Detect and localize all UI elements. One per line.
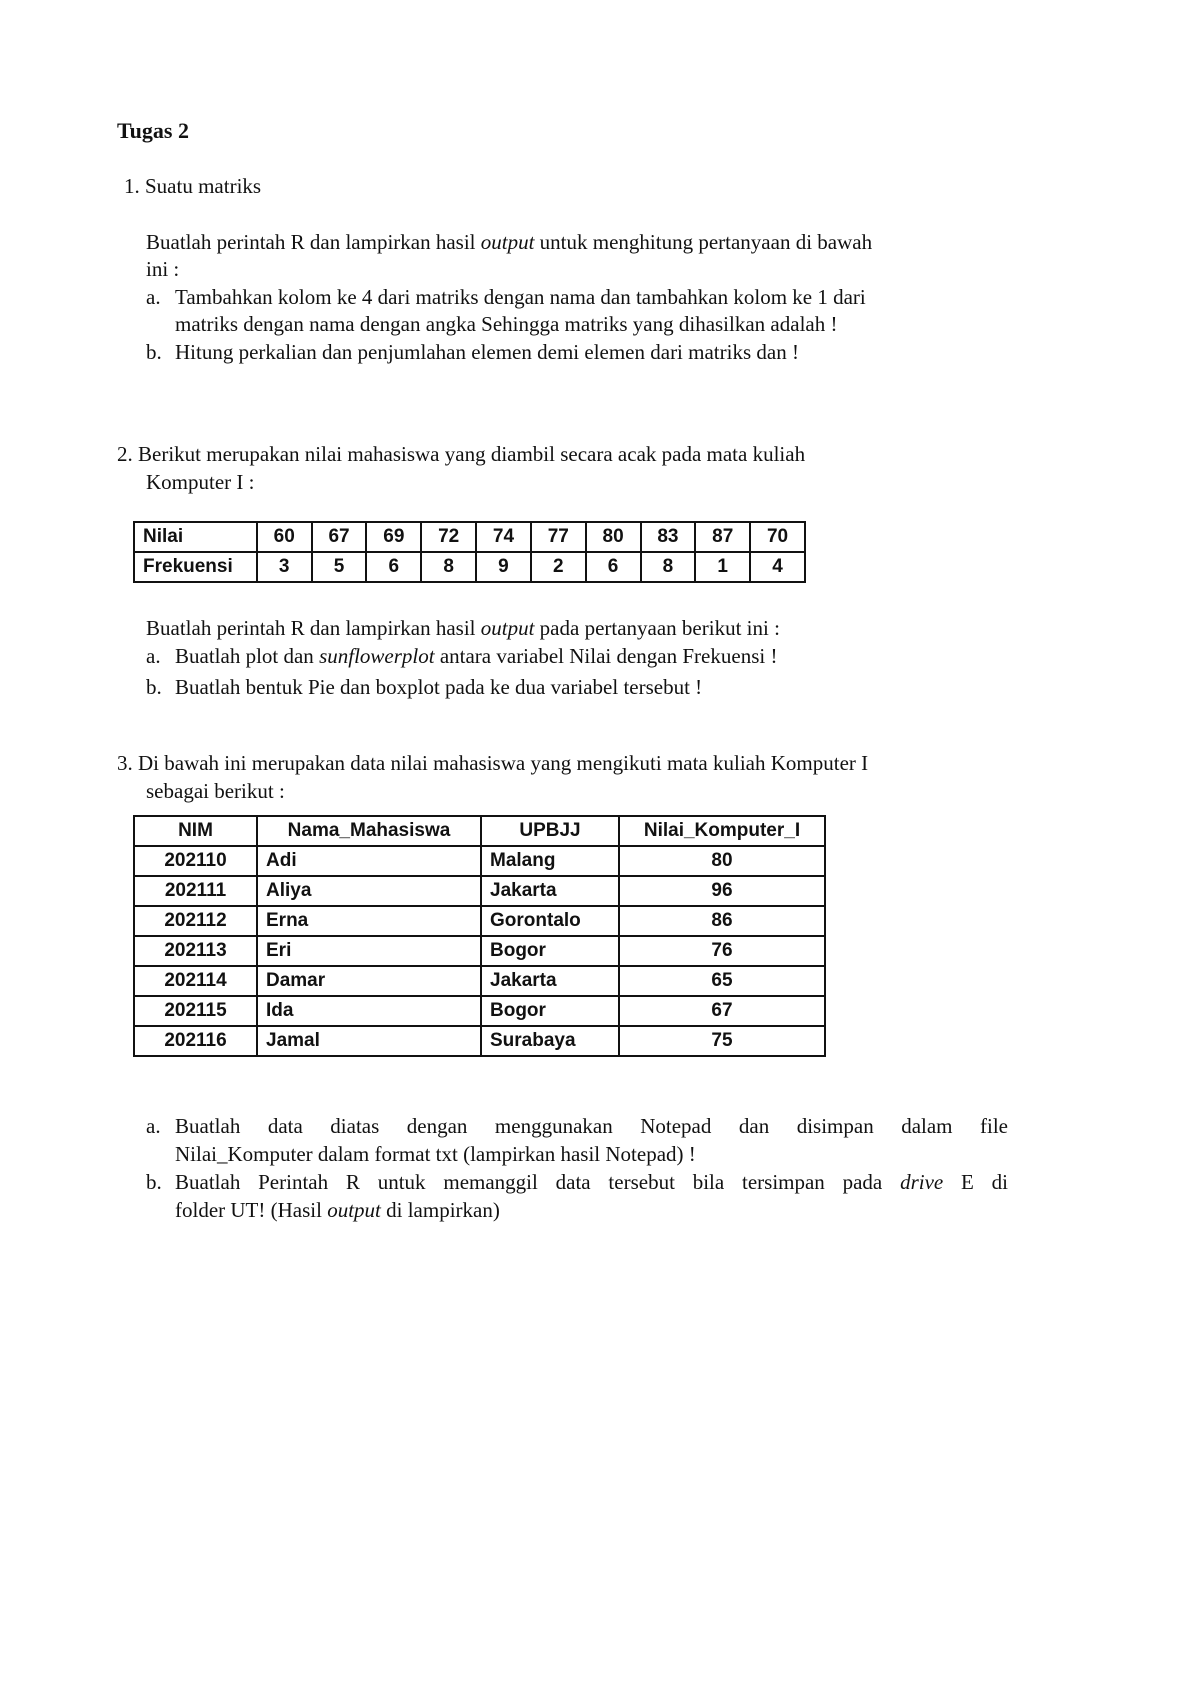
table-cell: 87 — [695, 522, 750, 552]
q3-heading-line2: sebagai berikut : — [146, 779, 285, 803]
table-cell: 80 — [586, 522, 641, 552]
table-cell: 202115 — [134, 996, 257, 1026]
q2-b-marker: b. — [146, 675, 162, 699]
table-cell: Gorontalo — [481, 906, 619, 936]
table-cell: 8 — [641, 552, 696, 582]
table-cell: 9 — [476, 552, 531, 582]
table-cell: 6 — [586, 552, 641, 582]
table-cell: Nilai — [134, 522, 257, 552]
q3-b-line2: folder UT! (Hasil output di lampirkan) — [175, 1198, 500, 1222]
column-header: Nilai_Komputer_I — [619, 816, 825, 846]
table-cell: 4 — [750, 552, 805, 582]
q2-heading-line2: Komputer I : — [146, 470, 255, 494]
frequency-table — [133, 521, 806, 583]
table-row — [134, 846, 825, 876]
table-row — [134, 966, 825, 996]
table-cell: Jamal — [257, 1026, 481, 1056]
q2-heading-line1: 2. Berikut merupakan nilai mahasiswa yang diambil secara acak pada mata kuliah — [117, 442, 806, 466]
table-cell: 202113 — [134, 936, 257, 966]
q3-a-line1: Buatlah data diatas dengan menggunakan Notepad dan disimpan dalam file — [175, 1114, 1008, 1138]
q2-a-line: Buatlah plot dan sunflowerplot antara variabel Nilai dengan Frekuensi ! — [175, 644, 778, 668]
column-header: UPBJJ — [481, 816, 619, 846]
table-cell: 70 — [750, 522, 805, 552]
table-cell: 69 — [366, 522, 421, 552]
table-cell: 202114 — [134, 966, 257, 996]
table-cell: 86 — [619, 906, 825, 936]
table-cell: 76 — [619, 936, 825, 966]
q2-a-marker: a. — [146, 644, 161, 668]
table-cell: 72 — [421, 522, 476, 552]
table-cell: Aliya — [257, 876, 481, 906]
table-cell: 60 — [257, 522, 312, 552]
table-cell: 1 — [695, 552, 750, 582]
table-cell: Jakarta — [481, 876, 619, 906]
table-cell: Eri — [257, 936, 481, 966]
table-cell: 96 — [619, 876, 825, 906]
table-cell: 202112 — [134, 906, 257, 936]
table-cell: 202111 — [134, 876, 257, 906]
table-row — [134, 552, 805, 582]
table-cell: 8 — [421, 552, 476, 582]
q1-b-line1: Hitung perkalian dan penjumlahan elemen demi elemen dari matriks dan ! — [175, 340, 799, 364]
q1-a-line1: Tambahkan kolom ke 4 dari matriks dengan nama dan tambahkan kolom ke 1 dari — [175, 285, 866, 309]
table-cell: 80 — [619, 846, 825, 876]
table-cell: 77 — [531, 522, 586, 552]
table-cell: Erna — [257, 906, 481, 936]
table-row — [134, 522, 805, 552]
table-cell: Jakarta — [481, 966, 619, 996]
page-title: Tugas 2 — [117, 118, 189, 143]
table-row — [134, 1026, 825, 1056]
table-cell: Surabaya — [481, 1026, 619, 1056]
q2-b-line: Buatlah bentuk Pie dan boxplot pada ke dua variabel tersebut ! — [175, 675, 703, 699]
q1-intro-line2: ini : — [146, 257, 180, 281]
table-cell: 2 — [531, 552, 586, 582]
table-cell: Malang — [481, 846, 619, 876]
table-cell: Ida — [257, 996, 481, 1026]
student-grades-table — [133, 815, 826, 1057]
q1-a-line2: matriks dengan nama dengan angka Sehingga matriks yang dihasilkan adalah ! — [175, 312, 838, 336]
column-header: NIM — [134, 816, 257, 846]
column-header: Nama_Mahasiswa — [257, 816, 481, 846]
table-cell: Damar — [257, 966, 481, 996]
q3-b-line1: Buatlah Perintah R untuk memanggil data tersebut bila tersimpan pada drive E di — [175, 1170, 1008, 1194]
q1-heading: 1. Suatu matriks — [124, 174, 262, 198]
table-cell: 65 — [619, 966, 825, 996]
table-cell: Bogor — [481, 936, 619, 966]
q3-b-marker: b. — [146, 1170, 162, 1194]
table-cell: Frekuensi — [134, 552, 257, 582]
table-cell: Adi — [257, 846, 481, 876]
q3-heading-line1: 3. Di bawah ini merupakan data nilai mahasiswa yang mengikuti mata kuliah Komputer I — [117, 751, 869, 775]
q1-b-marker: b. — [146, 340, 162, 364]
q1-a-marker: a. — [146, 285, 161, 309]
table-cell: 5 — [312, 552, 367, 582]
table-cell: 202116 — [134, 1026, 257, 1056]
table-cell: 75 — [619, 1026, 825, 1056]
table-cell: 67 — [619, 996, 825, 1026]
table-header-row — [134, 816, 825, 846]
table-row — [134, 876, 825, 906]
table-cell: Bogor — [481, 996, 619, 1026]
q3-a-line2: Nilai_Komputer dalam format txt (lampirkan hasil Notepad) ! — [175, 1142, 696, 1166]
q1-intro-line1: Buatlah perintah R dan lampirkan hasil output untuk menghitung pertanyaan di bawah — [146, 230, 873, 254]
q2-intro: Buatlah perintah R dan lampirkan hasil output pada pertanyaan berikut ini : — [146, 616, 780, 640]
table-cell: 3 — [257, 552, 312, 582]
table-cell: 202110 — [134, 846, 257, 876]
table-cell: 6 — [366, 552, 421, 582]
table-cell: 83 — [641, 522, 696, 552]
table-row — [134, 906, 825, 936]
table-cell: 67 — [312, 522, 367, 552]
table-row — [134, 936, 825, 966]
table-cell: 74 — [476, 522, 531, 552]
table-row — [134, 996, 825, 1026]
q3-a-marker: a. — [146, 1114, 161, 1138]
